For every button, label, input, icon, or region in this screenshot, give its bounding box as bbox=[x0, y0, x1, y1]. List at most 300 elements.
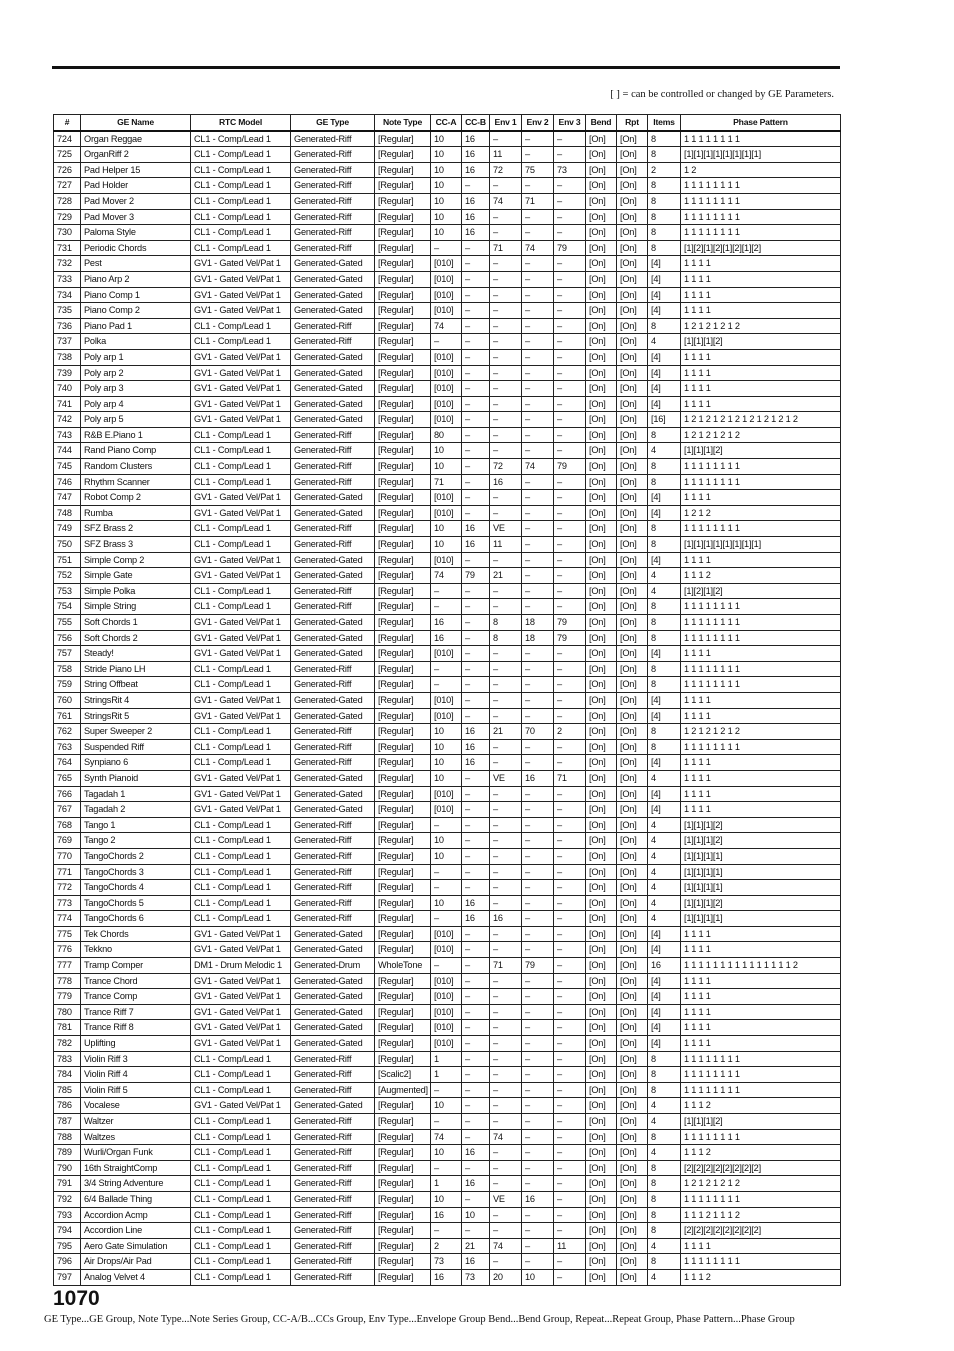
table-cell: 738 bbox=[54, 349, 81, 365]
table-cell: 2 bbox=[648, 162, 681, 178]
table-cell: – bbox=[462, 443, 490, 459]
table-row bbox=[54, 1269, 841, 1285]
table-cell: [On] bbox=[617, 911, 648, 927]
table-cell: [010] bbox=[431, 287, 462, 303]
table-cell: Generated-Riff bbox=[291, 1129, 375, 1145]
table-cell: 8 bbox=[648, 537, 681, 553]
table-cell: [On] bbox=[617, 848, 648, 864]
table-cell: 8 bbox=[648, 661, 681, 677]
table-cell: Simple Polka bbox=[81, 583, 191, 599]
table-cell: [On] bbox=[586, 926, 617, 942]
table-cell: 764 bbox=[54, 755, 81, 771]
table-cell: – bbox=[490, 412, 522, 428]
table-cell: [4] bbox=[648, 349, 681, 365]
table-cell: 1 1 1 1 bbox=[681, 271, 841, 287]
table-cell: GV1 - Gated Vel/Pat 1 bbox=[191, 287, 291, 303]
table-cell: [Regular] bbox=[375, 521, 431, 537]
table-cell: GV1 - Gated Vel/Pat 1 bbox=[191, 1004, 291, 1020]
table-cell: Piano Comp 2 bbox=[81, 303, 191, 319]
table-cell: 73 bbox=[431, 1254, 462, 1270]
table-cell: Rhythm Scanner bbox=[81, 474, 191, 490]
table-cell: Steady! bbox=[81, 646, 191, 662]
table-cell: – bbox=[462, 802, 490, 818]
table-row bbox=[54, 1098, 841, 1114]
table-cell: – bbox=[462, 256, 490, 272]
table-cell: [On] bbox=[617, 958, 648, 974]
table-cell: [Regular] bbox=[375, 162, 431, 178]
table-cell: 1 2 1 2 bbox=[681, 505, 841, 521]
table-cell: 4 bbox=[648, 568, 681, 584]
table-cell: 1 1 1 1 1 1 1 1 bbox=[681, 677, 841, 693]
table-cell: – bbox=[554, 256, 586, 272]
table-cell: – bbox=[490, 739, 522, 755]
table-cell: [On] bbox=[586, 817, 617, 833]
table-cell: [On] bbox=[586, 1254, 617, 1270]
table-cell: – bbox=[490, 677, 522, 693]
table-cell: – bbox=[522, 287, 554, 303]
table-cell: Generated-Gated bbox=[291, 770, 375, 786]
table-cell: 8 bbox=[648, 1176, 681, 1192]
table-cell: [Regular] bbox=[375, 630, 431, 646]
table-cell: 16 bbox=[648, 958, 681, 974]
table-cell: – bbox=[522, 303, 554, 319]
table-cell: [Regular] bbox=[375, 692, 431, 708]
table-cell: CL1 - Comp/Lead 1 bbox=[191, 911, 291, 927]
table-cell: 10 bbox=[431, 178, 462, 194]
table-cell: [Regular] bbox=[375, 1145, 431, 1161]
table-cell: [010] bbox=[431, 349, 462, 365]
table-cell: – bbox=[431, 958, 462, 974]
table-cell: Accordion Line bbox=[81, 1223, 191, 1239]
table-cell: CL1 - Comp/Lead 1 bbox=[191, 833, 291, 849]
table-cell: Generated-Riff bbox=[291, 334, 375, 350]
table-cell: Analog Velvet 4 bbox=[81, 1269, 191, 1285]
table-cell: 8 bbox=[648, 209, 681, 225]
table-cell: – bbox=[522, 1176, 554, 1192]
table-cell: – bbox=[522, 131, 554, 147]
table-row bbox=[54, 521, 841, 537]
table-cell: 16 bbox=[462, 225, 490, 241]
table-cell: 80 bbox=[431, 427, 462, 443]
table-cell: [4] bbox=[648, 287, 681, 303]
table-cell: 71 bbox=[490, 240, 522, 256]
table-cell: – bbox=[431, 1223, 462, 1239]
table-cell: [On] bbox=[617, 802, 648, 818]
table-cell: – bbox=[462, 365, 490, 381]
table-cell: 2 bbox=[554, 724, 586, 740]
table-cell: [On] bbox=[617, 537, 648, 553]
table-cell: 11 bbox=[490, 147, 522, 163]
table-cell: 789 bbox=[54, 1145, 81, 1161]
table-cell: – bbox=[522, 427, 554, 443]
table-cell: [On] bbox=[586, 459, 617, 475]
table-cell: [On] bbox=[617, 365, 648, 381]
table-cell: [Regular] bbox=[375, 209, 431, 225]
table-cell: 1 2 1 2 1 2 1 2 bbox=[681, 724, 841, 740]
table-cell: [On] bbox=[586, 225, 617, 241]
table-cell: Generated-Riff bbox=[291, 240, 375, 256]
table-cell: 1 2 1 2 1 2 1 2 1 2 1 2 1 2 1 2 bbox=[681, 412, 841, 428]
table-cell: [Regular] bbox=[375, 1004, 431, 1020]
table-cell: – bbox=[490, 1223, 522, 1239]
table-cell: [On] bbox=[617, 1067, 648, 1083]
table-cell: [On] bbox=[617, 755, 648, 771]
table-cell: – bbox=[462, 474, 490, 490]
table-cell: Generated-Riff bbox=[291, 1067, 375, 1083]
table-cell: Soft Chords 2 bbox=[81, 630, 191, 646]
table-cell: [Regular] bbox=[375, 802, 431, 818]
table-cell: [On] bbox=[617, 630, 648, 646]
table-cell: Suspended Riff bbox=[81, 739, 191, 755]
table-cell: Rand Piano Comp bbox=[81, 443, 191, 459]
table-cell: – bbox=[431, 677, 462, 693]
table-cell: Periodic Chords bbox=[81, 240, 191, 256]
table-cell: 787 bbox=[54, 1114, 81, 1130]
table-cell: 79 bbox=[522, 958, 554, 974]
table-cell: [On] bbox=[617, 505, 648, 521]
table-cell: 8 bbox=[648, 131, 681, 147]
table-cell: Generated-Riff bbox=[291, 1223, 375, 1239]
table-cell: [Regular] bbox=[375, 973, 431, 989]
table-cell: – bbox=[462, 708, 490, 724]
table-cell: 18 bbox=[522, 630, 554, 646]
table-cell: [Regular] bbox=[375, 303, 431, 319]
table-cell: [On] bbox=[586, 989, 617, 1005]
table-cell: [Regular] bbox=[375, 552, 431, 568]
table-cell: [4] bbox=[648, 755, 681, 771]
table-cell: 74 bbox=[431, 318, 462, 334]
table-cell: [On] bbox=[586, 1067, 617, 1083]
table-cell: Generated-Riff bbox=[291, 895, 375, 911]
table-cell: [Regular] bbox=[375, 770, 431, 786]
table-cell: Generated-Gated bbox=[291, 552, 375, 568]
table-cell: 1 1 1 1 bbox=[681, 1004, 841, 1020]
table-cell: [4] bbox=[648, 303, 681, 319]
table-cell: – bbox=[554, 1036, 586, 1052]
table-cell: – bbox=[490, 303, 522, 319]
table-cell: [010] bbox=[431, 396, 462, 412]
table-cell: 796 bbox=[54, 1254, 81, 1270]
table-cell: 10 bbox=[431, 537, 462, 553]
table-cell: [Regular] bbox=[375, 1051, 431, 1067]
table-cell: 1 1 1 1 bbox=[681, 973, 841, 989]
table-cell: StringsRit 4 bbox=[81, 692, 191, 708]
table-cell: Air Drops/Air Pad bbox=[81, 1254, 191, 1270]
table-cell: Generated-Gated bbox=[291, 692, 375, 708]
table-cell: 74 bbox=[490, 1129, 522, 1145]
table-cell: [010] bbox=[431, 256, 462, 272]
legend-note: [ ] = can be controlled or changed by GE Parameters. bbox=[610, 89, 834, 100]
table-cell: – bbox=[462, 427, 490, 443]
table-cell: – bbox=[490, 552, 522, 568]
table-cell: – bbox=[522, 474, 554, 490]
table-cell: 8 bbox=[648, 1207, 681, 1223]
table-cell: [On] bbox=[586, 365, 617, 381]
table-cell: [Regular] bbox=[375, 1223, 431, 1239]
table-cell: 71 bbox=[554, 770, 586, 786]
table-cell: 8 bbox=[490, 615, 522, 631]
table-cell: 16 bbox=[462, 521, 490, 537]
table-cell: 786 bbox=[54, 1098, 81, 1114]
table-cell: CL1 - Comp/Lead 1 bbox=[191, 1207, 291, 1223]
table-cell: Piano Pad 1 bbox=[81, 318, 191, 334]
column-header: GE Type bbox=[291, 115, 375, 131]
table-cell: [Scalic2] bbox=[375, 1067, 431, 1083]
table-cell: – bbox=[522, 256, 554, 272]
table-cell: [On] bbox=[586, 1004, 617, 1020]
table-cell: Pad Helper 15 bbox=[81, 162, 191, 178]
table-cell: Tekkno bbox=[81, 942, 191, 958]
table-cell: [On] bbox=[586, 942, 617, 958]
table-cell: [Regular] bbox=[375, 193, 431, 209]
table-cell: 730 bbox=[54, 225, 81, 241]
table-cell: – bbox=[522, 349, 554, 365]
table-cell: – bbox=[462, 1020, 490, 1036]
table-cell: Generated-Riff bbox=[291, 1160, 375, 1176]
table-cell: 1 2 1 2 1 2 1 2 bbox=[681, 427, 841, 443]
table-cell: [1][1][1][2] bbox=[681, 895, 841, 911]
table-cell: [Regular] bbox=[375, 537, 431, 553]
table-cell: – bbox=[462, 864, 490, 880]
table-cell: 1 1 1 1 bbox=[681, 349, 841, 365]
table-cell: – bbox=[522, 1082, 554, 1098]
table-cell: [1][1][1][2] bbox=[681, 1114, 841, 1130]
table-cell: [Regular] bbox=[375, 490, 431, 506]
table-cell: 16 bbox=[462, 895, 490, 911]
table-cell: – bbox=[490, 989, 522, 1005]
table-cell: 8 bbox=[648, 318, 681, 334]
table-cell: 16 bbox=[462, 131, 490, 147]
table-cell: 1 1 1 1 1 1 1 1 bbox=[681, 630, 841, 646]
table-cell: [Regular] bbox=[375, 661, 431, 677]
table-cell: – bbox=[554, 318, 586, 334]
table-cell: Trance Riff 7 bbox=[81, 1004, 191, 1020]
table-cell: – bbox=[490, 1020, 522, 1036]
table-cell: – bbox=[522, 661, 554, 677]
table-cell: [On] bbox=[586, 755, 617, 771]
table-cell: CL1 - Comp/Lead 1 bbox=[191, 739, 291, 755]
table-cell: – bbox=[490, 817, 522, 833]
table-cell: 21 bbox=[490, 568, 522, 584]
table-cell: – bbox=[431, 1082, 462, 1098]
table-cell: CL1 - Comp/Lead 1 bbox=[191, 583, 291, 599]
table-cell: – bbox=[462, 677, 490, 693]
table-row bbox=[54, 1051, 841, 1067]
table-cell: – bbox=[522, 1036, 554, 1052]
table-cell: 762 bbox=[54, 724, 81, 740]
table-cell: 757 bbox=[54, 646, 81, 662]
table-cell: – bbox=[554, 599, 586, 615]
table-cell: [Regular] bbox=[375, 848, 431, 864]
table-cell: 763 bbox=[54, 739, 81, 755]
table-cell: CL1 - Comp/Lead 1 bbox=[191, 1067, 291, 1083]
table-cell: – bbox=[522, 583, 554, 599]
table-cell: Poly arp 2 bbox=[81, 365, 191, 381]
table-cell: Generated-Gated bbox=[291, 630, 375, 646]
table-cell: – bbox=[462, 848, 490, 864]
table-cell: [On] bbox=[617, 1160, 648, 1176]
table-cell: – bbox=[522, 786, 554, 802]
table-cell: – bbox=[462, 334, 490, 350]
table-cell: [1][2][1][2] bbox=[681, 583, 841, 599]
table-row bbox=[54, 989, 841, 1005]
table-cell: 16 bbox=[462, 1145, 490, 1161]
table-cell: [On] bbox=[617, 303, 648, 319]
table-cell: Generated-Gated bbox=[291, 989, 375, 1005]
table-cell: 4 bbox=[648, 1238, 681, 1254]
table-cell: 8 bbox=[648, 677, 681, 693]
table-cell: – bbox=[490, 786, 522, 802]
table-cell: 79 bbox=[554, 459, 586, 475]
table-cell: [Regular] bbox=[375, 989, 431, 1005]
table-cell: Pest bbox=[81, 256, 191, 272]
table-cell: – bbox=[554, 334, 586, 350]
table-cell: 795 bbox=[54, 1238, 81, 1254]
column-header: GE Name bbox=[81, 115, 191, 131]
table-cell: [Regular] bbox=[375, 147, 431, 163]
table-cell: Generated-Riff bbox=[291, 739, 375, 755]
table-cell: [On] bbox=[586, 1269, 617, 1285]
table-cell: CL1 - Comp/Lead 1 bbox=[191, 459, 291, 475]
table-cell: 773 bbox=[54, 895, 81, 911]
table-cell: 727 bbox=[54, 178, 81, 194]
table-cell: [010] bbox=[431, 692, 462, 708]
table-cell: – bbox=[490, 599, 522, 615]
table-cell: – bbox=[522, 209, 554, 225]
table-cell: – bbox=[522, 942, 554, 958]
table-cell: [On] bbox=[586, 412, 617, 428]
table-cell: 759 bbox=[54, 677, 81, 693]
table-cell: [Regular] bbox=[375, 926, 431, 942]
table-cell: Generated-Gated bbox=[291, 412, 375, 428]
table-cell: CL1 - Comp/Lead 1 bbox=[191, 1114, 291, 1130]
table-cell: [On] bbox=[586, 833, 617, 849]
table-row bbox=[54, 396, 841, 412]
table-cell: GV1 - Gated Vel/Pat 1 bbox=[191, 505, 291, 521]
table-cell: [Regular] bbox=[375, 1114, 431, 1130]
table-cell: [1][1][1][2] bbox=[681, 334, 841, 350]
table-row bbox=[54, 287, 841, 303]
table-cell: [On] bbox=[617, 256, 648, 272]
ge-table bbox=[53, 114, 841, 1286]
table-cell: Trance Riff 8 bbox=[81, 1020, 191, 1036]
table-cell: [On] bbox=[586, 958, 617, 974]
table-cell: 774 bbox=[54, 911, 81, 927]
table-cell: – bbox=[490, 365, 522, 381]
table-cell: [Regular] bbox=[375, 1238, 431, 1254]
table-cell: – bbox=[462, 786, 490, 802]
table-cell: 1 1 1 1 1 1 1 1 bbox=[681, 661, 841, 677]
table-cell: 4 bbox=[648, 1269, 681, 1285]
table-cell: – bbox=[522, 1129, 554, 1145]
table-cell: Synth Pianoid bbox=[81, 770, 191, 786]
table-cell: [On] bbox=[586, 848, 617, 864]
table-cell: – bbox=[490, 708, 522, 724]
table-row bbox=[54, 739, 841, 755]
table-cell: CL1 - Comp/Lead 1 bbox=[191, 1051, 291, 1067]
table-row bbox=[54, 537, 841, 553]
table-cell: [2][2][2][2][2][2][2][2] bbox=[681, 1223, 841, 1239]
table-cell: VE bbox=[490, 1191, 522, 1207]
table-cell: [Regular] bbox=[375, 755, 431, 771]
table-cell: [Regular] bbox=[375, 708, 431, 724]
table-row bbox=[54, 318, 841, 334]
table-cell: [010] bbox=[431, 1036, 462, 1052]
table-cell: CL1 - Comp/Lead 1 bbox=[191, 755, 291, 771]
table-cell: [On] bbox=[586, 287, 617, 303]
table-cell: [010] bbox=[431, 708, 462, 724]
table-row bbox=[54, 942, 841, 958]
table-cell: 765 bbox=[54, 770, 81, 786]
table-cell: [On] bbox=[586, 1238, 617, 1254]
table-cell: Poly arp 3 bbox=[81, 381, 191, 397]
table-cell: [On] bbox=[617, 599, 648, 615]
table-cell: [010] bbox=[431, 381, 462, 397]
table-cell: – bbox=[554, 1067, 586, 1083]
table-cell: TangoChords 2 bbox=[81, 848, 191, 864]
table-cell: 753 bbox=[54, 583, 81, 599]
table-cell: 746 bbox=[54, 474, 81, 490]
table-cell: 783 bbox=[54, 1051, 81, 1067]
table-cell: 79 bbox=[462, 568, 490, 584]
table-cell: [Regular] bbox=[375, 225, 431, 241]
table-cell: 747 bbox=[54, 490, 81, 506]
table-cell: 71 bbox=[522, 193, 554, 209]
table-row bbox=[54, 178, 841, 194]
column-header: RTC Model bbox=[191, 115, 291, 131]
table-cell: – bbox=[554, 427, 586, 443]
table-row bbox=[54, 147, 841, 163]
table-cell: 2 bbox=[431, 1238, 462, 1254]
table-cell: – bbox=[554, 646, 586, 662]
table-cell: [010] bbox=[431, 973, 462, 989]
table-row bbox=[54, 724, 841, 740]
table-cell: 739 bbox=[54, 365, 81, 381]
table-cell: 4 bbox=[648, 583, 681, 599]
table-cell: – bbox=[462, 1114, 490, 1130]
table-cell: 72 bbox=[490, 459, 522, 475]
table-cell: 73 bbox=[554, 162, 586, 178]
table-cell: 8 bbox=[648, 147, 681, 163]
table-cell: [On] bbox=[586, 303, 617, 319]
table-cell: 1 bbox=[431, 1176, 462, 1192]
table-cell: 16 bbox=[462, 1176, 490, 1192]
table-cell: Generated-Gated bbox=[291, 708, 375, 724]
table-cell: 734 bbox=[54, 287, 81, 303]
table-row bbox=[54, 583, 841, 599]
table-cell: – bbox=[490, 287, 522, 303]
table-cell: [Regular] bbox=[375, 583, 431, 599]
table-row bbox=[54, 334, 841, 350]
table-cell: – bbox=[554, 1098, 586, 1114]
table-cell: [On] bbox=[586, 521, 617, 537]
table-cell: [On] bbox=[617, 880, 648, 896]
table-cell: [On] bbox=[586, 271, 617, 287]
table-cell: Violin Riff 3 bbox=[81, 1051, 191, 1067]
table-cell: Generated-Riff bbox=[291, 911, 375, 927]
table-cell: [4] bbox=[648, 942, 681, 958]
table-cell: 11 bbox=[554, 1238, 586, 1254]
table-cell: – bbox=[554, 786, 586, 802]
table-cell: [On] bbox=[586, 193, 617, 209]
table-cell: [Regular] bbox=[375, 615, 431, 631]
table-cell: GV1 - Gated Vel/Pat 1 bbox=[191, 1098, 291, 1114]
table-cell: CL1 - Comp/Lead 1 bbox=[191, 209, 291, 225]
table-cell: [Regular] bbox=[375, 505, 431, 521]
table-cell: [On] bbox=[617, 1176, 648, 1192]
table-cell: [Regular] bbox=[375, 817, 431, 833]
table-cell: – bbox=[554, 552, 586, 568]
